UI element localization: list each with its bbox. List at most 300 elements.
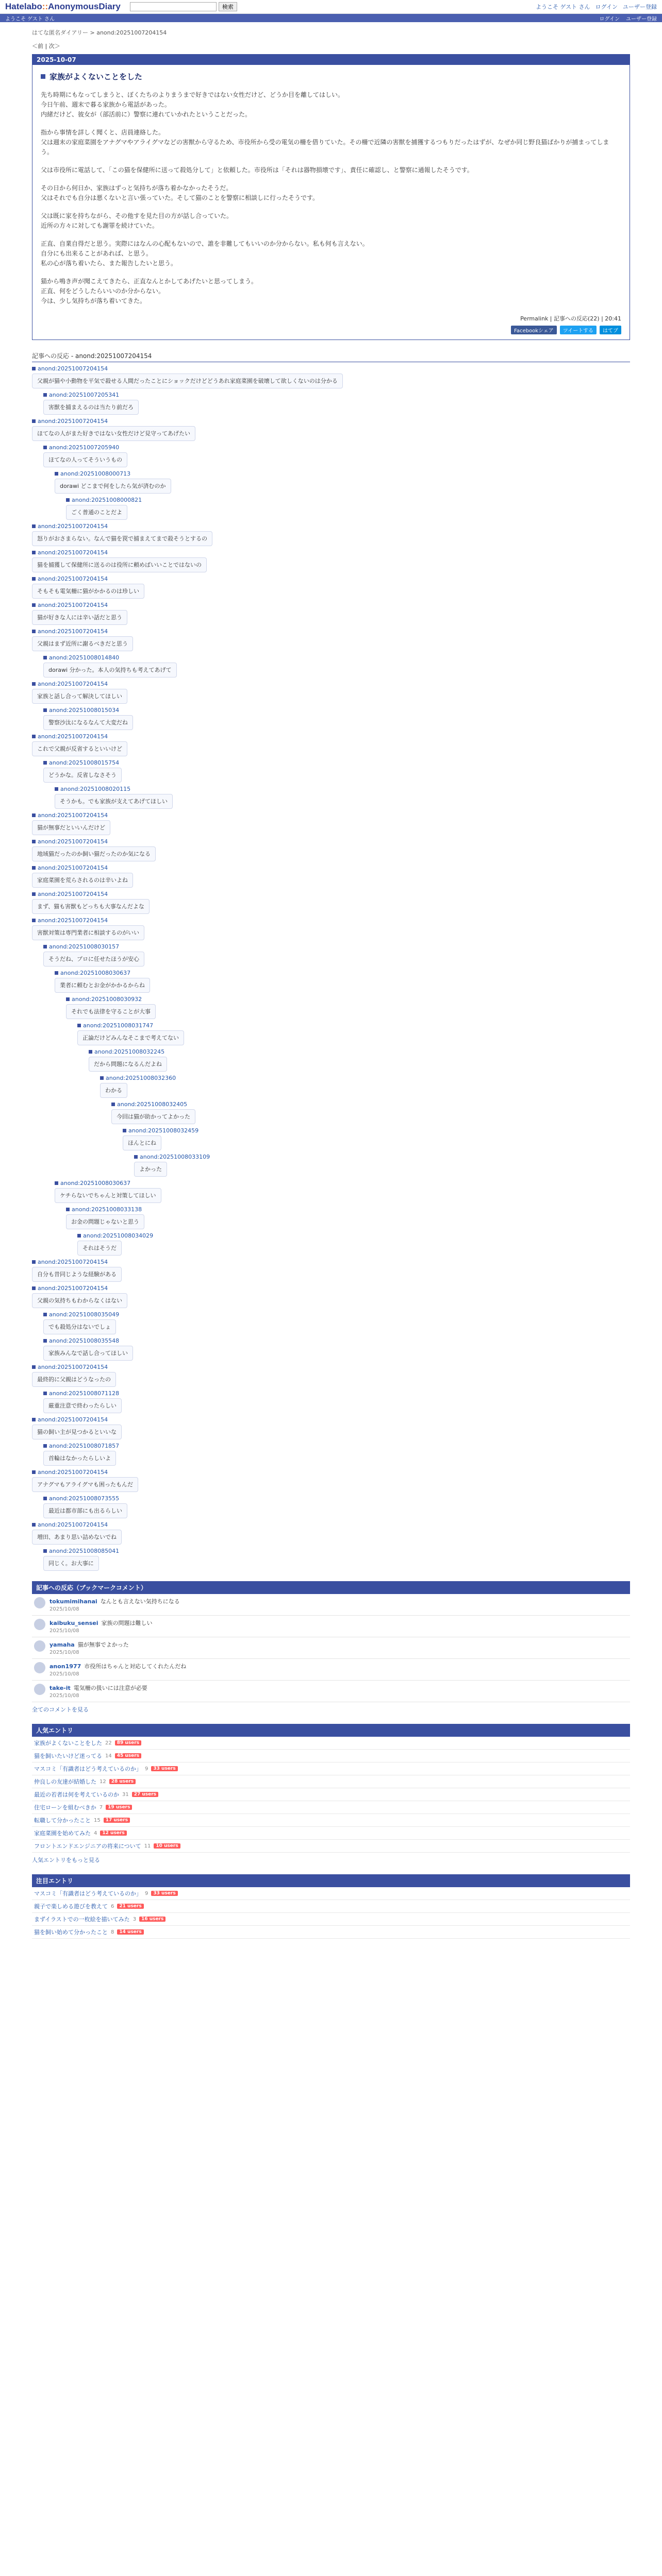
comment-node (43, 1548, 630, 1571)
entry-paragraphs (41, 90, 621, 306)
login-link[interactable]: ログイン (599, 16, 620, 22)
comment-bullet-icon (55, 787, 58, 791)
bookmark-line (49, 1640, 129, 1649)
breadcrumb[interactable]: はてな匿名ダイアリー > anond:20251007204154 (32, 29, 167, 36)
comment-node (32, 1521, 630, 1545)
comment-bullet-icon (55, 971, 58, 975)
comment-id-link[interactable]: anond:20251008015034 (49, 707, 120, 714)
comment-id-link[interactable]: anond:20251007204154 (38, 1364, 108, 1370)
ranking-row (32, 1926, 630, 1939)
comment-node (32, 812, 630, 835)
ranking-row (32, 1814, 630, 1827)
bookmark-meta: 2025/10/08 (49, 1671, 79, 1677)
comment-node (32, 838, 630, 861)
comment-id-link[interactable]: anond:20251007204154 (38, 628, 108, 635)
entry-paragraph: その日から何日か、家族はずっと気持ちが落ち着かなかったそうだ。 父はそれでも自分は悪くないと言い張っていた。そして猫のことを警察に相談しに行ったそうです。 (41, 184, 319, 201)
comment-bullet-icon (43, 1313, 47, 1316)
ranking-entry-link[interactable]: マスコミ「有識者はどう考えているのか」 (34, 1890, 142, 1897)
comment-id-link[interactable]: anond:20251008033109 (140, 1154, 210, 1160)
comment-node (32, 575, 630, 599)
comment-id-link[interactable]: anond:20251007204154 (38, 1521, 108, 1528)
comment-id-link[interactable]: anond:20251007204154 (38, 549, 108, 556)
comment-node (66, 497, 630, 520)
ranking-users-badge[interactable]: 12 users (100, 1831, 126, 1836)
comment-bullet-icon (43, 761, 47, 765)
comment-header (66, 996, 630, 1003)
comment-header (43, 759, 630, 766)
ranking-row (32, 1827, 630, 1840)
ranking-entry-link[interactable]: 家庭菜園を始めてみた (34, 1830, 91, 1837)
ranking-entry-link[interactable]: 親子で楽しめる遊びを教えて (34, 1903, 108, 1910)
avatar (34, 1619, 45, 1630)
comment-text: 父親はまず近所に謝るべきだと思う (32, 636, 133, 651)
comment-header (32, 812, 630, 819)
ranking-row (32, 1737, 630, 1750)
comment-id-link[interactable]: anond:20251007204154 (38, 891, 108, 897)
comment-header (43, 1548, 630, 1554)
comment-bullet-icon (77, 1024, 81, 1027)
comment-bullet-icon (32, 1365, 36, 1369)
comment-text: 家族みんなで話し合ってほしい (43, 1346, 133, 1361)
comment-node (32, 1285, 630, 1308)
top-link[interactable]: ようこそ ゲスト さん (535, 4, 590, 10)
comment-bullet-icon (66, 1208, 70, 1211)
comment-text: だから問題になるんだよね (89, 1057, 167, 1072)
bookmark-user-link[interactable]: take-it (49, 1685, 71, 1691)
ranking-count: 11 (144, 1843, 151, 1849)
comment-id-link[interactable]: anond:20251008030637 (60, 970, 131, 976)
ranking-section (32, 1724, 630, 1864)
comment-node (77, 1022, 630, 1045)
comment-bullet-icon (32, 419, 36, 423)
comment-text: dorawi 分かった。本人の気持ちも考えてあげて (43, 663, 177, 677)
ranking-users-badge[interactable]: 33 users (151, 1766, 177, 1771)
comment-text: そもそも電気柵に猫がかかるのは珍しい (32, 584, 144, 599)
ranking-entry-link[interactable]: 猫を飼い始めて分かったこと (34, 1929, 108, 1936)
comment-header (32, 891, 630, 897)
bookmark-comment: 家族の問題は難しい (101, 1620, 153, 1626)
comment-text: 家族と話し合って解決してほしい (32, 689, 127, 704)
comment-bullet-icon (100, 1076, 104, 1080)
bookmark-row (32, 1594, 630, 1616)
comment-id-link[interactable]: anond:20251008030932 (72, 996, 142, 1003)
tweet-button[interactable]: ツイートする (560, 326, 597, 334)
ranking-count: 14 (105, 1753, 112, 1759)
ranking-entry-link[interactable]: フロントエンドエンジニアの将来について (34, 1843, 141, 1850)
comment-bullet-icon (32, 1523, 36, 1527)
top-links (536, 3, 657, 11)
comment-bullet-icon (43, 1497, 47, 1500)
comment-id-link[interactable]: anond:20251007204154 (38, 602, 108, 608)
ranking-count: 15 (94, 1817, 101, 1823)
comment-id-link[interactable]: anond:20251008031747 (83, 1022, 154, 1029)
bookmark-section-title: 記事への反応（ブックマークコメント） (32, 1581, 630, 1594)
comment-header (32, 1285, 630, 1292)
comment-id-link[interactable]: anond:20251008071857 (49, 1443, 120, 1449)
comment-header (43, 654, 630, 661)
comment-bullet-icon (66, 997, 70, 1001)
comment-header (55, 470, 630, 477)
comment-node (32, 733, 630, 756)
comment-header (43, 1311, 630, 1318)
comment-bullet-icon (32, 577, 36, 581)
logo-amp: :: (42, 2, 48, 11)
top-link[interactable]: ログイン (595, 4, 618, 10)
bookmark-user-link[interactable]: anon1977 (49, 1663, 81, 1670)
comment-bullet-icon (43, 656, 47, 659)
ranking-entry-link[interactable]: 転職して分かったこと (34, 1817, 91, 1824)
comment-id-link[interactable]: anond:20251008032405 (117, 1101, 188, 1108)
comment-bullet-icon (43, 1339, 47, 1343)
comment-id-link[interactable]: anond:20251007204154 (38, 418, 108, 425)
bookmark-line (49, 1662, 186, 1670)
bookmark-user-link[interactable]: kaibuku_sensei (49, 1620, 98, 1626)
comment-node (123, 1127, 630, 1150)
comment-bullet-icon (43, 945, 47, 948)
comment-header (77, 1232, 630, 1239)
comment-text: 父親が猫や小動物を平気で殺せる人間だったことにショックだけどどうあれ家庭菜園を破壊して欲しくないのは分かる (32, 374, 343, 388)
comment-header (32, 602, 630, 608)
ranking-count: 3 (133, 1916, 137, 1922)
comment-id-link[interactable]: anond:20251008085041 (49, 1548, 120, 1554)
comment-id-link[interactable]: anond:20251008073555 (49, 1495, 120, 1502)
ranking-row (32, 1762, 630, 1775)
comment-text: 怒りがおさまらない。なんで猫を罠で捕まえてまで殺そうとするの (32, 531, 212, 546)
comment-node (43, 444, 630, 467)
comment-id-link[interactable]: anond:20251008032245 (94, 1048, 165, 1055)
comment-header (32, 1469, 630, 1476)
comment-id-link[interactable]: anond:20251008034029 (83, 1232, 154, 1239)
bookmark-body (49, 1619, 152, 1634)
comment-bullet-icon (32, 840, 36, 843)
comment-text: 自分も昔同じような経験がある (32, 1267, 122, 1282)
comment-node (32, 523, 630, 546)
comment-id-link[interactable]: anond:20251007204154 (38, 1469, 108, 1476)
comment-id-link[interactable]: anond:20251007204154 (38, 812, 108, 819)
comment-id-link[interactable]: anond:20251007204154 (38, 733, 108, 740)
bookmark-user-link[interactable]: yamaha (49, 1641, 75, 1648)
comment-text: アナグマもアライグマも困ったもんだ (32, 1477, 138, 1492)
comment-node (43, 1443, 630, 1466)
comment-text: そうかも。でも家族が支えてあげてほしい (55, 794, 173, 809)
ranking-count: 7 (99, 1804, 103, 1810)
bookmark-comment: 市役所はちゃんと対応してくれたんだね (84, 1663, 187, 1670)
comment-id-link[interactable]: anond:20251007204154 (38, 1259, 108, 1265)
comment-bullet-icon (55, 1181, 58, 1185)
comment-text: 猫を捕獲して保健所に送るのは役所に頼めばいいことではないの (32, 557, 207, 572)
ranking-users-badge[interactable]: 89 users (115, 1740, 141, 1745)
ranking-entry-link[interactable]: まずイラストでの一枚絵を描いてみた (34, 1916, 130, 1923)
title-square-icon (41, 74, 45, 79)
ranking-row (32, 1801, 630, 1814)
comment-header (55, 786, 630, 792)
comment-text: ケチらないでちゃんと対策してほしい (55, 1188, 161, 1203)
comment-header (32, 1416, 630, 1423)
comment-node (32, 418, 630, 441)
comment-header (111, 1101, 630, 1108)
comment-id-link[interactable]: anond:20251007205341 (49, 392, 120, 398)
comment-bullet-icon (43, 708, 47, 712)
comment-text: ごく普通のことだよ (66, 505, 127, 520)
ranking-row (32, 1887, 630, 1900)
comment-text: 首輪はなかったらしいよ (43, 1451, 116, 1466)
entry-title[interactable] (41, 71, 621, 82)
prev-next-nav[interactable]: ＜前 | 次＞ (32, 43, 60, 49)
comment-text: どうかな。反省しなさそう (43, 768, 122, 783)
comment-text: ほてなの人がまた好きではない女性だけど見守ってあげたい (32, 426, 195, 441)
entry-footer-links[interactable]: Permalink | 記事への反応(22) | 20:41 (520, 315, 621, 322)
bookmark-comment: なんとも言えない気持ちになる (100, 1598, 180, 1605)
comment-id-link[interactable]: anond:20251007204154 (38, 1285, 108, 1292)
comment-text: 猫が好きな人には辛い話だと思う (32, 610, 127, 625)
comment-id-link[interactable]: anond:20251008015754 (49, 759, 120, 766)
comment-header (66, 497, 630, 503)
comment-text: そうだね、プロに任せたほうが安心 (43, 952, 144, 967)
comment-id-link[interactable]: anond:20251007204154 (38, 917, 108, 924)
facebook-share-button[interactable]: Facebookシェア (511, 326, 557, 334)
bookmark-user-link[interactable]: tokumimihanai (49, 1598, 97, 1605)
comment-text: でも殺処分はないでしょ (43, 1319, 116, 1334)
comment-node (32, 1416, 630, 1439)
comment-text: わかる (100, 1083, 127, 1098)
ranking-entry-link[interactable]: 仲良しの友達が結婚した (34, 1778, 96, 1785)
comment-node (43, 1337, 630, 1361)
ranking-entry-link[interactable]: 最近の若者は何を考えているのか (34, 1791, 119, 1798)
comment-text: お金の問題じゃないと思う (66, 1214, 144, 1229)
comment-node (32, 365, 630, 388)
ranking-users-badge[interactable]: 14 users (117, 1929, 143, 1935)
entry-paragraph: 父は市役所に電話して、「この猫を保健所に送って殺処分して」と依頼した。市役所は「それは器物損壊です」、責任に確認し、と警察に通報したそうです。 (41, 166, 473, 174)
bookmark-line (49, 1597, 180, 1605)
bookmark-row (32, 1681, 630, 1702)
comment-id-link[interactable]: anond:20251008014840 (49, 654, 120, 661)
comment-bullet-icon (89, 1050, 92, 1054)
comment-id-link[interactable]: anond:20251008035548 (49, 1337, 120, 1344)
comment-header (55, 970, 630, 976)
ranking-row (32, 1913, 630, 1926)
comment-text: 最終的に父親はどうなったの (32, 1372, 116, 1387)
comment-id-link[interactable]: anond:20251008035049 (49, 1311, 120, 1318)
comment-id-link[interactable]: anond:20251007205940 (49, 444, 120, 451)
welcome-text: ようこそ ゲスト さん (5, 16, 55, 22)
comment-bullet-icon (32, 524, 36, 528)
comment-header (43, 444, 630, 451)
bookmark-body (49, 1597, 180, 1612)
ranking-users-badge[interactable]: 10 users (154, 1843, 180, 1849)
comment-node (55, 970, 630, 993)
bookmark-line (49, 1684, 147, 1692)
comment-header (43, 943, 630, 950)
comment-bullet-icon (32, 682, 36, 686)
search-input[interactable] (130, 2, 217, 11)
entry-paragraph: 指から事情を詳しく聞くと、店員連絡した。 父は週末の家庭菜園をアナグマやアライグマなどの害獣から守るため、市役所から受の電気の柵を借りていた。その柵で近隣の害獣を捕獲するつもりだったはずが、なぜか同じ野良猫ばかりが捕まってしまう。 (41, 129, 609, 156)
comment-id-link[interactable]: anond:20251007204154 (38, 865, 108, 871)
ranking-entry-link[interactable]: 家族がよくないことをした (34, 1740, 102, 1747)
comment-header (32, 838, 630, 845)
comment-node (32, 865, 630, 888)
comment-header (43, 707, 630, 714)
avatar (34, 1640, 45, 1652)
ranking-row (32, 1775, 630, 1788)
entry-footer[interactable] (41, 314, 621, 323)
entry-date: 2025-10-07 (32, 55, 630, 65)
comment-header (32, 575, 630, 582)
comment-text: 警察沙汰になるなんて大変だね (43, 715, 133, 730)
comment-node (55, 470, 630, 494)
comment-id-link[interactable]: anond:20251007204154 (38, 681, 108, 687)
comment-header (32, 681, 630, 687)
comment-node (32, 602, 630, 625)
ranking-count: 9 (145, 1766, 148, 1772)
comment-id-link[interactable]: anond:20251007204154 (38, 838, 108, 845)
comment-header (100, 1075, 630, 1081)
comment-node (43, 392, 630, 415)
avatar (34, 1662, 45, 1673)
ranking-entry-link[interactable]: 猫を飼いたいけど迷ってる (34, 1753, 102, 1759)
comment-node (43, 654, 630, 677)
ranking-count: 6 (111, 1903, 114, 1909)
top-bar (0, 0, 662, 14)
comment-text: 父親の気持ちもわからなくはない (32, 1293, 127, 1308)
comment-text: 今回は猫が助かってよかった (111, 1109, 195, 1124)
comment-header (43, 1495, 630, 1502)
comment-text: 地域猫だったのか飼い猫だったのか気になる (32, 846, 156, 861)
comment-id-link[interactable]: anond:20251008071128 (49, 1390, 120, 1397)
comment-id-link[interactable]: anond:20251007204154 (38, 523, 108, 530)
comment-header (32, 523, 630, 530)
comment-text: 家庭菜園を荒らされるのは辛いよね (32, 873, 133, 888)
comment-node (32, 628, 630, 651)
comment-text: 同じく。お大事に (43, 1556, 99, 1571)
ranking-list (32, 1737, 630, 1853)
comment-bullet-icon (134, 1155, 138, 1159)
entry-paragraph: 父は既に家を持ちながら、その他すを見た目の方が話し合っていた。 近所の方々に対しても謝罪を続けていた。 (41, 212, 233, 229)
comment-node (89, 1048, 630, 1072)
comment-header (32, 1364, 630, 1370)
comment-id-link[interactable]: anond:20251008030637 (60, 1180, 131, 1187)
ranking-users-badge[interactable]: 27 users (132, 1792, 158, 1797)
comment-id-link[interactable]: anond:20251008032360 (106, 1075, 176, 1081)
comment-node (134, 1154, 630, 1177)
comment-header (32, 418, 630, 425)
comment-id-link[interactable]: anond:20251008032459 (128, 1127, 199, 1134)
comment-id-link[interactable]: anond:20251007204154 (38, 365, 108, 372)
search-button[interactable]: 検索 (219, 2, 237, 11)
ranking-entry-link[interactable]: マスコミ「有識者はどう考えているのか」 (34, 1766, 142, 1772)
comment-bullet-icon (32, 603, 36, 607)
comment-header (32, 733, 630, 740)
comment-id-link[interactable]: anond:20251007204154 (38, 1416, 108, 1423)
bookmark-meta: 2025/10/08 (49, 1628, 79, 1634)
comment-bullet-icon (32, 1470, 36, 1474)
entry-paragraph: 猫から鳴き声が聞こえてきたら、正直なんとかしてあげたいと思ってしまう。 正直、何をどうしたらいいのか分からない。 今は、少し気持ちが落ち着いてきた。 (41, 278, 258, 304)
hatena-bookmark-button[interactable]: はてブ (600, 326, 621, 334)
logo-sub: AnonymousDiary (48, 2, 121, 11)
comment-id-link[interactable]: anond:20251008000713 (60, 470, 131, 477)
comment-text: まず、猫も害獣もどっちも大事なんだよな (32, 899, 150, 914)
comment-bullet-icon (43, 1549, 47, 1553)
ranking2-list (32, 1887, 630, 1939)
comment-bullet-icon (77, 1234, 81, 1238)
bookmark-list (32, 1594, 630, 1702)
comment-id-link[interactable]: anond:20251007204154 (38, 575, 108, 582)
comment-bullet-icon (55, 472, 58, 476)
comment-text: 猫の飼い主が見つかるといいな (32, 1425, 122, 1439)
comment-text: 猫が無事だといいんだけど (32, 820, 110, 835)
comment-bullet-icon (32, 1260, 36, 1264)
comment-bullet-icon (123, 1129, 126, 1132)
top-link[interactable]: ユーザー登録 (623, 4, 657, 10)
comment-id-link[interactable]: anond:20251008030157 (49, 943, 120, 950)
comment-bullet-icon (32, 551, 36, 554)
comment-text: それはそうだ (77, 1241, 122, 1256)
comment-header (43, 1390, 630, 1397)
ranking-row (32, 1840, 630, 1853)
ranking-users-badge[interactable]: 33 users (151, 1891, 177, 1896)
avatar (34, 1597, 45, 1608)
comment-node (77, 1232, 630, 1256)
comment-node (32, 891, 630, 914)
bookmark-meta: 2025/10/08 (49, 1650, 79, 1655)
ranking-users-badge[interactable]: 17 users (104, 1818, 130, 1823)
comment-header (55, 1180, 630, 1187)
comment-id-link[interactable]: anond:20251008000821 (72, 497, 142, 503)
comment-node (55, 786, 630, 809)
comment-node (32, 549, 630, 572)
comment-node (32, 1259, 630, 1282)
ranking-row (32, 1788, 630, 1801)
ranking-users-badge[interactable]: 45 users (115, 1753, 141, 1758)
comment-node (32, 1364, 630, 1387)
comment-text: 最近は都市部にも出るらしい (43, 1503, 127, 1518)
comment-header (134, 1154, 630, 1160)
ranking-section-title: 人気エントリ (32, 1724, 630, 1737)
site-logo[interactable] (5, 2, 121, 12)
comment-bullet-icon (32, 892, 36, 896)
comment-header (123, 1127, 630, 1134)
bookmark-row (32, 1637, 630, 1659)
more-ranking-link[interactable]: 人気エントリをもっと見る (32, 1857, 100, 1863)
ranking-entry-link[interactable]: 住宅ローンを組むべきか (34, 1804, 96, 1811)
ranking-count: 31 (122, 1791, 129, 1798)
comment-header (89, 1048, 630, 1055)
comment-node (66, 1206, 630, 1229)
comment-node (55, 1180, 630, 1203)
comment-text: dorawi どこまで何をしたら気が済むのか (55, 479, 171, 494)
comment-bullet-icon (43, 393, 47, 397)
ranking-users-badge[interactable]: 21 users (117, 1904, 143, 1909)
ranking2-section-title: 注目エントリ (32, 1874, 630, 1887)
comment-bullet-icon (32, 919, 36, 922)
comment-header (77, 1022, 630, 1029)
ranking-users-badge[interactable]: 28 users (109, 1779, 136, 1784)
comment-id-link[interactable]: anond:20251008020115 (60, 786, 131, 792)
more-bookmarks-link[interactable]: 全てのコメントを見る (32, 1706, 89, 1713)
comment-id-link[interactable]: anond:20251008033138 (72, 1206, 142, 1213)
comment-header (32, 628, 630, 635)
bookmark-body (49, 1684, 147, 1699)
ranking-users-badge[interactable]: 19 users (106, 1805, 132, 1810)
register-link[interactable]: ユーザー登録 (626, 16, 657, 22)
comment-node (43, 1311, 630, 1334)
bookmark-body (49, 1662, 186, 1677)
comment-text: よかった (134, 1162, 167, 1177)
comment-node (43, 1495, 630, 1518)
ranking-users-badge[interactable]: 16 users (139, 1917, 166, 1922)
avatar (34, 1684, 45, 1695)
ranking-count: 8 (111, 1929, 114, 1935)
bookmark-comment: 電気柵の扱いには注意が必要 (73, 1685, 147, 1691)
